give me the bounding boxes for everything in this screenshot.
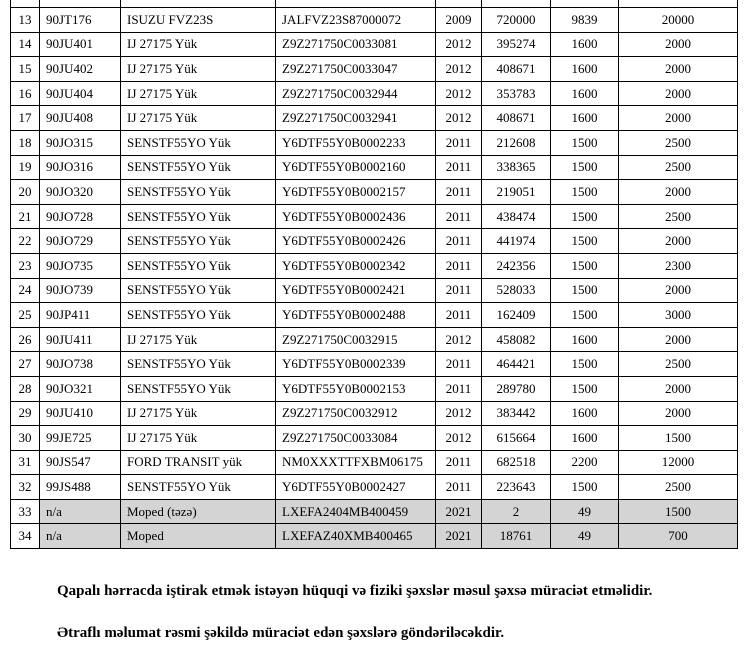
cell-year: 2012 xyxy=(436,32,482,57)
footer-notes xyxy=(57,580,701,644)
cell-model: IJ 27175 Yük xyxy=(121,106,276,131)
cell-plate: 90JO735 xyxy=(40,253,121,278)
cell-engine: 1600 xyxy=(551,81,619,106)
cell-mileage: 408671 xyxy=(482,57,551,82)
cell-model: Moped xyxy=(121,524,276,549)
cell-engine: 1600 xyxy=(551,426,619,451)
table-row xyxy=(11,524,738,549)
table-row xyxy=(11,278,738,303)
table-row xyxy=(11,450,738,475)
stub-cell xyxy=(619,0,738,8)
table-row xyxy=(11,8,738,33)
stub-cell xyxy=(482,0,551,8)
note-information: Ətraflı məlumat rəsmi şəkildə müraciət edən şəxslərə göndəriləcəkdir. xyxy=(57,625,505,642)
cell-engine: 1500 xyxy=(551,253,619,278)
cell-year: 2012 xyxy=(436,106,482,131)
cell-no: 13 xyxy=(11,8,40,33)
cell-mileage: 353783 xyxy=(482,81,551,106)
cell-mileage: 383442 xyxy=(482,401,551,426)
table-row xyxy=(11,327,738,352)
table-row xyxy=(11,130,738,155)
cell-model: SENSTF55YO Yük xyxy=(121,475,276,500)
cell-price: 2000 xyxy=(619,401,738,426)
cell-engine: 1600 xyxy=(551,401,619,426)
table-row xyxy=(11,499,738,524)
cell-price: 1500 xyxy=(619,426,738,451)
cell-engine: 1500 xyxy=(551,229,619,254)
cell-plate: 90JU401 xyxy=(40,32,121,57)
cell-no: 26 xyxy=(11,327,40,352)
table-row xyxy=(11,204,738,229)
cell-price: 2000 xyxy=(619,229,738,254)
table-row xyxy=(11,180,738,205)
cell-year: 2011 xyxy=(436,204,482,229)
cell-year: 2011 xyxy=(436,130,482,155)
cell-mileage: 18761 xyxy=(482,524,551,549)
cell-plate: 90JU408 xyxy=(40,106,121,131)
cell-engine: 1600 xyxy=(551,32,619,57)
cell-price: 3000 xyxy=(619,303,738,328)
cell-mileage: 720000 xyxy=(482,8,551,33)
table-row xyxy=(11,376,738,401)
cell-vin: NM0XXXTTFXBM06175 xyxy=(276,450,436,475)
cell-engine: 1500 xyxy=(551,204,619,229)
cell-engine: 2200 xyxy=(551,450,619,475)
cell-model: IJ 27175 Yük xyxy=(121,401,276,426)
cell-year: 2011 xyxy=(436,475,482,500)
table-row xyxy=(11,32,738,57)
cell-plate: 90JO728 xyxy=(40,204,121,229)
stub-cell xyxy=(276,0,436,8)
cell-year: 2011 xyxy=(436,352,482,377)
cell-vin: Z9Z271750C0032915 xyxy=(276,327,436,352)
cell-no: 33 xyxy=(11,499,40,524)
cell-no: 14 xyxy=(11,32,40,57)
cell-model: SENSTF55YO Yük xyxy=(121,155,276,180)
cell-mileage: 289780 xyxy=(482,376,551,401)
cell-year: 2011 xyxy=(436,303,482,328)
cell-vin: Y6DTF55Y0B0002436 xyxy=(276,204,436,229)
cell-model: SENSTF55YO Yük xyxy=(121,303,276,328)
cell-year: 2012 xyxy=(436,81,482,106)
table-row xyxy=(11,253,738,278)
cell-vin: Y6DTF55Y0B0002488 xyxy=(276,303,436,328)
cell-engine: 49 xyxy=(551,524,619,549)
cell-vin: Z9Z271750C0032941 xyxy=(276,106,436,131)
cell-plate: 90JS547 xyxy=(40,450,121,475)
cell-vin: JALFVZ23S87000072 xyxy=(276,8,436,33)
cell-year: 2011 xyxy=(436,278,482,303)
stub-cell xyxy=(121,0,276,8)
cell-price: 2500 xyxy=(619,475,738,500)
cell-no: 27 xyxy=(11,352,40,377)
cell-no: 31 xyxy=(11,450,40,475)
cell-no: 17 xyxy=(11,106,40,131)
cell-engine: 1500 xyxy=(551,352,619,377)
cell-plate: 99JS488 xyxy=(40,475,121,500)
cell-vin: LXEFAZ40XMB400465 xyxy=(276,524,436,549)
cell-mileage: 242356 xyxy=(482,253,551,278)
cell-mileage: 464421 xyxy=(482,352,551,377)
cell-year: 2011 xyxy=(436,180,482,205)
cell-no: 25 xyxy=(11,303,40,328)
table-continuation-stub xyxy=(11,0,738,8)
cell-plate: 90JO321 xyxy=(40,376,121,401)
cell-plate: 99JE725 xyxy=(40,426,121,451)
cell-plate: 90JU404 xyxy=(40,81,121,106)
cell-vin: Y6DTF55Y0B0002153 xyxy=(276,376,436,401)
cell-mileage: 219051 xyxy=(482,180,551,205)
note-participation: Qapalı hərracda iştirak etmək istəyən hüquqi və fiziki şəxslər məsul şəxsə müraciət etməlidir. xyxy=(57,583,653,600)
cell-price: 2000 xyxy=(619,180,738,205)
cell-mileage: 458082 xyxy=(482,327,551,352)
cell-plate: 90JU411 xyxy=(40,327,121,352)
cell-no: 18 xyxy=(11,130,40,155)
cell-no: 22 xyxy=(11,229,40,254)
cell-vin: Z9Z271750C0033081 xyxy=(276,32,436,57)
cell-model: SENSTF55YO Yük xyxy=(121,130,276,155)
table-row xyxy=(11,155,738,180)
cell-vin: Y6DTF55Y0B0002342 xyxy=(276,253,436,278)
cell-vin: Y6DTF55Y0B0002427 xyxy=(276,475,436,500)
table-row xyxy=(11,106,738,131)
cell-year: 2011 xyxy=(436,155,482,180)
cell-no: 23 xyxy=(11,253,40,278)
table-row xyxy=(11,352,738,377)
cell-plate: 90JO738 xyxy=(40,352,121,377)
cell-no: 30 xyxy=(11,426,40,451)
cell-price: 1500 xyxy=(619,499,738,524)
cell-vin: Y6DTF55Y0B0002160 xyxy=(276,155,436,180)
cell-price: 700 xyxy=(619,524,738,549)
cell-mileage: 2 xyxy=(482,499,551,524)
cell-vin: Z9Z271750C0032944 xyxy=(276,81,436,106)
stub-cell xyxy=(436,0,482,8)
cell-year: 2011 xyxy=(436,450,482,475)
cell-price: 2000 xyxy=(619,81,738,106)
cell-price: 2300 xyxy=(619,253,738,278)
cell-mileage: 212608 xyxy=(482,130,551,155)
cell-price: 2500 xyxy=(619,352,738,377)
cell-mileage: 408671 xyxy=(482,106,551,131)
cell-price: 2000 xyxy=(619,327,738,352)
cell-model: IJ 27175 Yük xyxy=(121,57,276,82)
cell-plate: 90JT176 xyxy=(40,8,121,33)
cell-engine: 1500 xyxy=(551,278,619,303)
cell-engine: 1500 xyxy=(551,155,619,180)
cell-price: 2000 xyxy=(619,32,738,57)
cell-engine: 1600 xyxy=(551,57,619,82)
cell-year: 2012 xyxy=(436,401,482,426)
cell-plate: 90JO316 xyxy=(40,155,121,180)
cell-vin: Z9Z271750C0032912 xyxy=(276,401,436,426)
cell-model: SENSTF55YO Yük xyxy=(121,376,276,401)
cell-price: 2500 xyxy=(619,155,738,180)
cell-engine: 1600 xyxy=(551,327,619,352)
cell-no: 20 xyxy=(11,180,40,205)
cell-price: 2000 xyxy=(619,278,738,303)
cell-no: 19 xyxy=(11,155,40,180)
cell-model: FORD TRANSIT yük xyxy=(121,450,276,475)
cell-year: 2021 xyxy=(436,524,482,549)
cell-model: IJ 27175 Yük xyxy=(121,426,276,451)
cell-mileage: 682518 xyxy=(482,450,551,475)
cell-model: ISUZU FVZ23S xyxy=(121,8,276,33)
cell-plate: 90JU402 xyxy=(40,57,121,82)
cell-vin: LXEFA2404MB400459 xyxy=(276,499,436,524)
table-row xyxy=(11,475,738,500)
cell-price: 2000 xyxy=(619,57,738,82)
cell-mileage: 338365 xyxy=(482,155,551,180)
cell-plate: n/a xyxy=(40,499,121,524)
cell-model: SENSTF55YO Yük xyxy=(121,253,276,278)
cell-year: 2012 xyxy=(436,426,482,451)
cell-model: IJ 27175 Yük xyxy=(121,327,276,352)
cell-price: 2000 xyxy=(619,376,738,401)
stub-cell xyxy=(551,0,619,8)
cell-price: 2500 xyxy=(619,204,738,229)
cell-mileage: 162409 xyxy=(482,303,551,328)
cell-price: 20000 xyxy=(619,8,738,33)
cell-vin: Z9Z271750C0033047 xyxy=(276,57,436,82)
cell-engine: 1500 xyxy=(551,303,619,328)
cell-engine: 1500 xyxy=(551,376,619,401)
cell-no: 16 xyxy=(11,81,40,106)
cell-plate: 90JO739 xyxy=(40,278,121,303)
cell-mileage: 438474 xyxy=(482,204,551,229)
cell-engine: 9839 xyxy=(551,8,619,33)
table-row xyxy=(11,401,738,426)
cell-year: 2011 xyxy=(436,229,482,254)
stub-cell xyxy=(40,0,121,8)
cell-vin: Y6DTF55Y0B0002233 xyxy=(276,130,436,155)
cell-model: SENSTF55YO Yük xyxy=(121,352,276,377)
table-row xyxy=(11,81,738,106)
cell-plate: 90JO315 xyxy=(40,130,121,155)
cell-mileage: 441974 xyxy=(482,229,551,254)
vehicle-auction-table xyxy=(10,0,738,549)
cell-mileage: 528033 xyxy=(482,278,551,303)
cell-plate: 90JP411 xyxy=(40,303,121,328)
cell-mileage: 395274 xyxy=(482,32,551,57)
cell-plate: n/a xyxy=(40,524,121,549)
cell-vin: Y6DTF55Y0B0002426 xyxy=(276,229,436,254)
cell-model: SENSTF55YO Yük xyxy=(121,180,276,205)
cell-model: SENSTF55YO Yük xyxy=(121,278,276,303)
cell-plate: 90JO729 xyxy=(40,229,121,254)
cell-vin: Y6DTF55Y0B0002339 xyxy=(276,352,436,377)
cell-year: 2011 xyxy=(436,376,482,401)
cell-no: 24 xyxy=(11,278,40,303)
cell-vin: Z9Z271750C0033084 xyxy=(276,426,436,451)
cell-model: IJ 27175 Yük xyxy=(121,81,276,106)
cell-model: IJ 27175 Yük xyxy=(121,32,276,57)
cell-year: 2009 xyxy=(436,8,482,33)
cell-no: 21 xyxy=(11,204,40,229)
cell-no: 32 xyxy=(11,475,40,500)
cell-no: 15 xyxy=(11,57,40,82)
cell-price: 2000 xyxy=(619,106,738,131)
table-row xyxy=(11,57,738,82)
cell-year: 2011 xyxy=(436,253,482,278)
cell-no: 34 xyxy=(11,524,40,549)
cell-no: 28 xyxy=(11,376,40,401)
cell-plate: 90JO320 xyxy=(40,180,121,205)
table-row xyxy=(11,303,738,328)
table-row xyxy=(11,229,738,254)
cell-year: 2012 xyxy=(436,327,482,352)
cell-no: 29 xyxy=(11,401,40,426)
cell-engine: 1500 xyxy=(551,475,619,500)
cell-year: 2021 xyxy=(436,499,482,524)
cell-engine: 49 xyxy=(551,499,619,524)
cell-vin: Y6DTF55Y0B0002157 xyxy=(276,180,436,205)
cell-engine: 1600 xyxy=(551,106,619,131)
table-row xyxy=(11,426,738,451)
cell-plate: 90JU410 xyxy=(40,401,121,426)
cell-model: SENSTF55YO Yük xyxy=(121,229,276,254)
cell-price: 2500 xyxy=(619,130,738,155)
cell-engine: 1500 xyxy=(551,180,619,205)
cell-price: 12000 xyxy=(619,450,738,475)
cell-mileage: 223643 xyxy=(482,475,551,500)
cell-model: SENSTF55YO Yük xyxy=(121,204,276,229)
stub-cell xyxy=(11,0,40,8)
cell-year: 2012 xyxy=(436,57,482,82)
cell-engine: 1500 xyxy=(551,130,619,155)
cell-mileage: 615664 xyxy=(482,426,551,451)
cell-model: Moped (təzə) xyxy=(121,499,276,524)
cell-vin: Y6DTF55Y0B0002421 xyxy=(276,278,436,303)
